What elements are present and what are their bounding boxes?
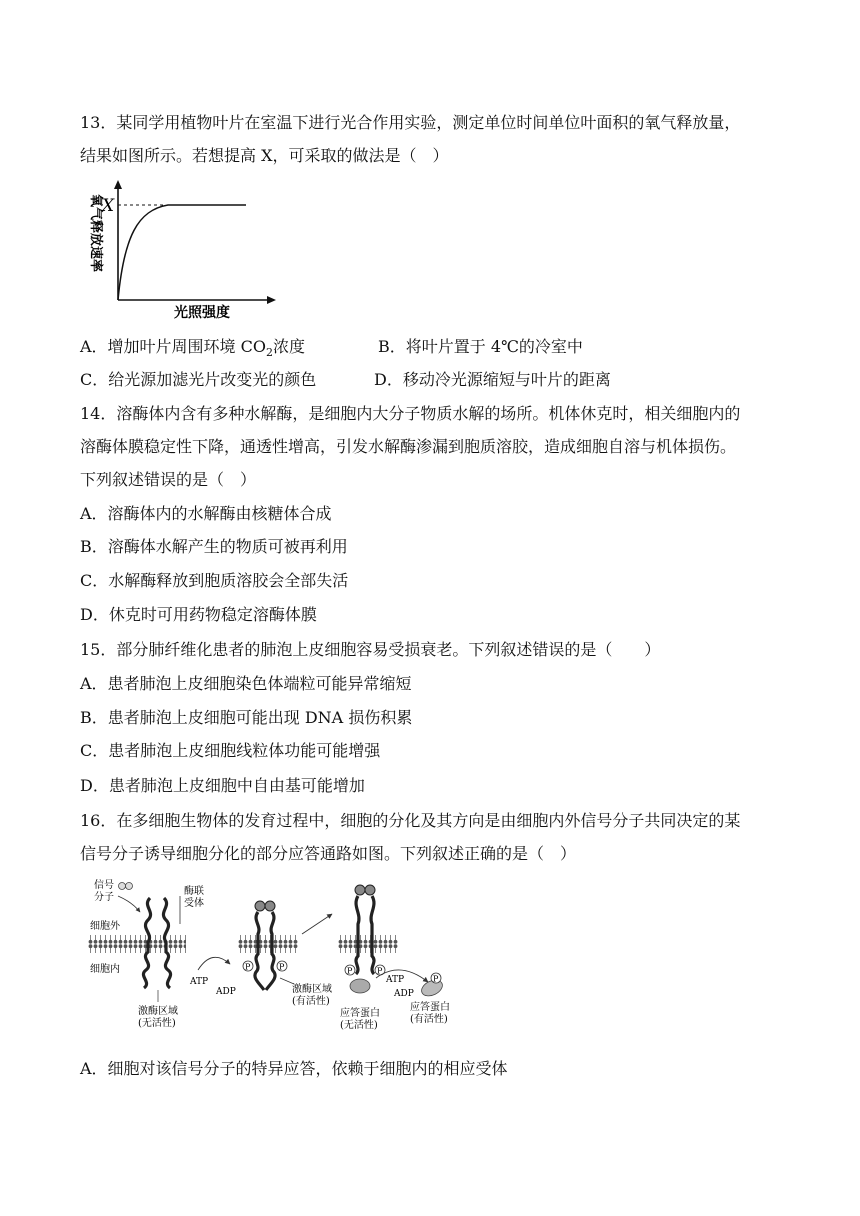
signal-label-2: 分子 xyxy=(94,892,114,903)
q13-stem-line1: 13．某同学用植物叶片在室温下进行光合作用实验，测定单位时间单位叶面积的氧气释放量， xyxy=(80,113,741,132)
adp-label-2: ADP xyxy=(394,989,414,999)
phosphate-label: P xyxy=(347,966,353,976)
q13-option-b: B．将叶片置于 4℃的冷室中 xyxy=(378,337,583,356)
q16-stem-line1: 16．在多细胞生物体的发育过程中，细胞的分化及其方向是由细胞内外信号分子共同决定的某 xyxy=(80,811,741,830)
q15-option-b: B．患者肺泡上皮细胞可能出现 DNA 损伤积累 xyxy=(80,708,413,727)
kinase-inactive-label-2: (无活性) xyxy=(138,1018,176,1029)
phosphate-label: P xyxy=(377,966,383,976)
cell-membrane-3 xyxy=(338,934,398,956)
phosphate-label: P xyxy=(433,974,439,984)
q14-option-a: A．溶酶体内的水解酶由核糖体合成 xyxy=(80,504,332,523)
q15-option-a: A．患者肺泡上皮细胞染色体端粒可能异常缩短 xyxy=(80,674,412,693)
q14-option-c: C．水解酶释放到胞质溶胶会全部失活 xyxy=(80,571,349,590)
inside-label: 细胞内 xyxy=(90,964,120,975)
signal-label-1: 信号 xyxy=(94,880,114,891)
bound-signal xyxy=(265,901,275,911)
q15-option-c: C．患者肺泡上皮细胞线粒体功能可能增强 xyxy=(80,741,381,760)
q13-option-a xyxy=(80,336,305,364)
atp-label-2: ATP xyxy=(386,975,405,985)
q13-option-c: C．给光源加滤光片改变光的颜色 xyxy=(80,370,317,389)
resp-active-label-2: (有活性) xyxy=(410,1014,448,1025)
q16-option-a: A．细胞对该信号分子的特异应答，依赖于细胞内的相应受体 xyxy=(80,1059,508,1078)
cell-membrane-2 xyxy=(238,934,298,956)
q14-stem-line1: 14．溶酶体内含有多种水解酶，是细胞内大分子物质水解的场所。机体休克时，相关细胞内的 xyxy=(80,404,741,423)
signal-molecule xyxy=(119,883,126,890)
kinase-active-label-1: 激酶区域 xyxy=(292,984,332,995)
y-axis-label: 氧气释放速率 xyxy=(88,194,103,273)
signal-molecule xyxy=(126,883,133,890)
q14-option-b: B．溶酶体水解产生的物质可被再利用 xyxy=(80,537,348,556)
resp-inactive-label-1: 应答蛋白 xyxy=(340,1008,380,1019)
signal-arrow xyxy=(118,896,140,912)
kinase-inactive-label-1: 激酶区域 xyxy=(138,1006,178,1017)
receptor-label-1: 酶联 xyxy=(184,886,204,897)
q13-option-a-pre: A．增加叶片周围环境 CO xyxy=(80,337,267,356)
q16-pathway-figure xyxy=(88,878,472,1038)
q14-stem-line3: 下列叙述错误的是（ ） xyxy=(80,470,257,489)
phosphate-label: P xyxy=(279,962,285,972)
transition-arrow xyxy=(302,914,332,934)
receptor-dimer-right xyxy=(371,896,374,974)
q13-option-d: D．移动冷光源缩短与叶片的距离 xyxy=(374,370,611,389)
q13-option-a-post: 浓度 xyxy=(273,337,306,356)
resp-active-label-1: 应答蛋白 xyxy=(410,1002,450,1013)
q14-stem-line2: 溶酶体膜稳定性下降，通透性增高，引发水解酶渗漏到胞质溶胶，造成细胞自溶与机体损伤。 xyxy=(80,437,737,456)
kinase-active-label-2: (有活性) xyxy=(292,996,330,1007)
receptor-dimer-left xyxy=(356,896,359,974)
q14-option-d: D．休克时可用药物稳定溶酶体膜 xyxy=(80,605,317,624)
phosphate-label: P xyxy=(245,962,251,972)
atp-label-1: ATP xyxy=(190,977,209,987)
adp-label-1: ADP xyxy=(216,987,236,997)
q16-stem-line2: 信号分子诱导细胞分化的部分应答通路如图。下列叙述正确的是（ ） xyxy=(80,844,577,863)
bound-signal xyxy=(365,885,375,895)
q13-graph xyxy=(76,178,286,320)
bound-signal xyxy=(255,901,265,911)
q13-stem-line2: 结果如图所示。若想提高 X，可采取的做法是（ ） xyxy=(80,146,449,165)
receptor-label-2: 受体 xyxy=(184,898,204,909)
saturation-curve xyxy=(118,205,246,300)
q13-option-a-sub: 2 xyxy=(266,346,274,360)
phosphorylation-arrow-1 xyxy=(198,957,230,970)
q15-stem: 15．部分肺纤维化患者的肺泡上皮细胞容易受损衰老。下列叙述错误的是（ ） xyxy=(80,640,661,659)
response-protein-inactive xyxy=(350,979,370,993)
q15-option-d: D．患者肺泡上皮细胞中自由基可能增加 xyxy=(80,776,365,795)
resp-inactive-label-2: (无活性) xyxy=(340,1020,378,1031)
outside-label: 细胞外 xyxy=(90,921,120,932)
cell-membrane-1 xyxy=(88,934,186,956)
x-axis-arrow xyxy=(267,296,276,304)
y-axis-arrow xyxy=(114,180,122,189)
x-axis-label: 光照强度 xyxy=(174,305,230,320)
bound-signal xyxy=(355,885,365,895)
x-mark-label: X xyxy=(102,196,115,216)
